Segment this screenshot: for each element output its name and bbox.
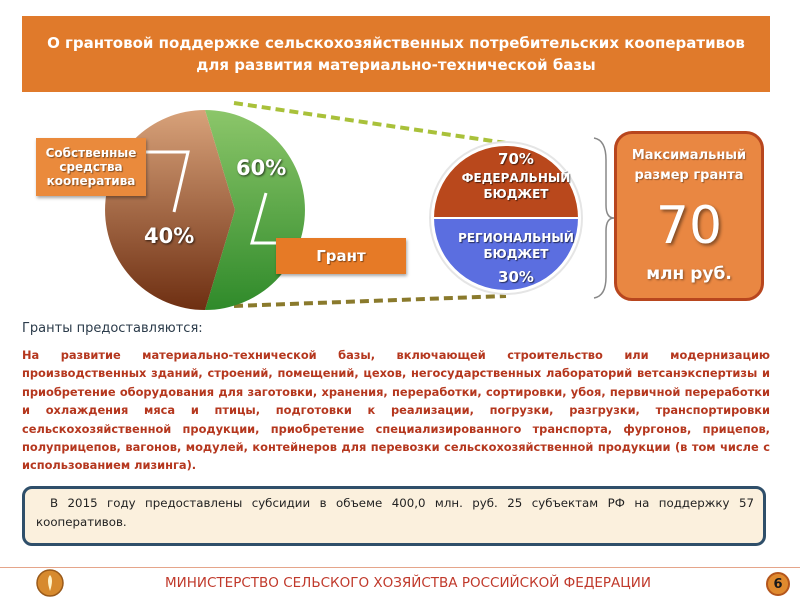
- regional-budget-label: РЕГИОНАЛЬНЫЙ БЮДЖЕТ: [458, 231, 574, 261]
- own-percent: 40%: [144, 224, 195, 248]
- federal-percent: 70%: [498, 150, 534, 168]
- note-text: В 2015 году предоставлены субсидии в объеме 400,0 млн. руб. 25 субъектам РФ на поддержку 57 кооперативов.: [36, 496, 754, 529]
- ministry-logo-icon: [36, 569, 64, 597]
- grant-percent: 60%: [236, 156, 287, 180]
- federal-budget-label: ФЕДЕРАЛЬНЫЙ БЮДЖЕТ: [461, 171, 571, 201]
- ministry-name: МИНИСТЕРСТВО СЕЛЬСКОГО ХОЗЯЙСТВА РОССИЙСКОЙ ФЕДЕРАЦИИ: [165, 575, 651, 591]
- page-number: 6: [766, 572, 790, 596]
- brace: [594, 138, 614, 298]
- footer-divider: [0, 567, 800, 568]
- connector-top: [234, 103, 506, 143]
- own-funds-label: Собственные средства кооператива: [36, 138, 146, 196]
- connector-bottom: [234, 296, 506, 306]
- max-grant-unit: млн руб.: [646, 264, 732, 284]
- regional-percent: 30%: [498, 268, 534, 286]
- max-grant-title: Максимальный размер гранта: [631, 148, 747, 183]
- max-grant-value: 70: [655, 196, 723, 256]
- grant-purpose-text: На развитие материально-технической базы, включающей строительство или модернизацию производственных зданий, строений, помещений, цехов, негосударственных лабораторий ветсанэкспертизы и приобретение оборудования для заготовки, хранения, переработки, сортировки, убоя, первичной переработки и охлаждения мяса и птицы, подготовки к реализации, погрузки, разгрузки, транспортировки сельскохозяйственной продукции, приобретение специализированного транспорта, фургонов, прицепов, полуприцепов, вагонов, модулей, контейнеров для перевозки сельскохозяйственной продукции (в том числе с использованием лизинга).: [22, 348, 770, 473]
- slide-title: О грантовой поддержке сельскохозяйственных потребительских кооперативов для развития материально-технической базы: [22, 16, 770, 92]
- section-title: Гранты предоставляются:: [22, 321, 203, 336]
- grant-label: Грант: [276, 238, 406, 274]
